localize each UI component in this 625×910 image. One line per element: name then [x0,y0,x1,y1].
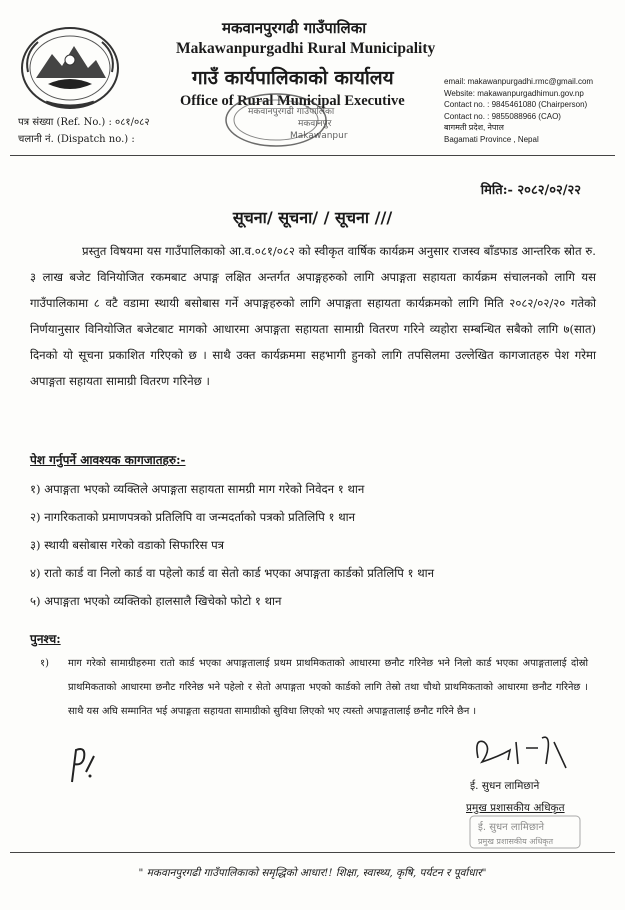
documents-heading: पेश गर्नुपर्ने आवश्यक कागजातहरु:- [30,453,186,467]
postscript-number: १) [40,658,49,669]
contact-province-english: Bagamati Province , Nepal [444,134,539,144]
contact-province-nepali: बागमती प्रदेश, नेपाल [444,123,504,132]
notice-body: प्रस्तुत विषयमा यस गाउँपालिकाको आ.व.०८१/०८२ को स्वीकृत वार्षिक कार्यक्रम अनुसार राजस्व बाँडफाड आन्तरिक स्रोत रु. ३ लाख बजेट विनियोजित रकमबाट अपाङ्ग लक्षित अन्तर्गत अपाङ्गहरुको लागि अपाङ्गता सहायता कार्यक्रम संचालनको लागि यस गाउँपालिकामा ८ वटै वडामा स्थायी बसोबास गर्ने अपाङ्गहरुको लागि अपाङ्गता सहायता कार्यक्रमको लागि मिति २०८२/०२/२० गतेको निर्णयानुसार विनियोजित बजेटबाट मागको आधारमा अपाङ्गता सहायता सामाग्री वितरण गरिने व्यहोरा सम्बन्धित सबैको लागि ७(सात) दिनको यो सूचना प्रकाशित गरिएको छ । साथै उक्त कार्यक्रममा सहभागी हुनको लागि तपसिलमा उल्लेखित कागजातहरु पेश गरेमा अपाङ्गता सहायता सामाग्री वितरण गरिनेछ । [30,244,596,388]
postscript-note [40,652,588,724]
notice-date: मिति:- २०८२/०२/२२ [480,183,581,198]
header-divider [10,155,615,156]
office-name-english: Office of Rural Municipal Executive [180,93,405,109]
list-item: २) नागरिकताको प्रमाणपत्रको प्रतिलिपि वा जन्मदर्ताको पत्रको प्रतिलिपि १ थान [30,510,356,524]
municipality-name-english: Makawanpurgadhi Rural Municipality [176,40,436,57]
contact-block [444,76,593,145]
notice-title: सूचना/ सूचना/ / सूचना /// [232,208,393,227]
signatory-title: प्रमुख प्रशासकीय अधिकृत [466,802,565,814]
office-stamp [218,92,358,164]
office-name-nepali: गाउँ कार्यपालिकाको कार्यालय [192,67,394,89]
dispatch-number: चलानी नं. (Dispatch no.) : [18,134,135,145]
stamp-line-2: मकवानपुर [298,119,332,129]
list-item: ५) अपाङ्गता भएको व्यक्तिको हालसालै खिचेको फोटो १ थान [30,594,282,608]
footer-slogan: " मकवानपुरगढी गाउँपालिकाको समृद्धिको आधार!! शिक्षा, स्वास्थ्य, कृषि, पर्यटन र पूर्वाधार" [138,867,487,879]
contact-phone-1: Contact no. : 9845461080 (Chairperson) [444,100,588,109]
postscript-text: माग गरेको सामाग्रीहरुमा रातो कार्ड भएका अपाङ्गतालाई प्रथम प्राथमिकताको आधारमा छनौट गरिनेछ भने निलो कार्ड भएका अपाङ्गतालाई दोस्रो प्राथमिकताको आधारमा छनौट गरिनेछ भने पहेलो र सेतो अपाङ्गता भएको कार्डको लागि तेस्रो तथा चौथो प्राथमिकताको आधारमा छनौट गरिनेछ । साथै यस अघि सम्मानित भई अपाङ्गता सहायता सामाग्रीको सुविधा लिएको भए त्यस्तो अपाङ्गतालाई छनौट गरिने छैन । [68,658,588,717]
contact-email: email: makawanpurgadhi.rmc@gmail.com [444,77,594,86]
stamp-signatory-name: ई. सुधन लामिछाने [478,822,544,833]
list-item: १) अपाङ्गता भएको व्यक्तिले अपाङ्गता सहायता सामग्री माग गरेको निवेदन १ थान [30,482,365,496]
list-item: ४) रातो कार्ड वा निलो कार्ड वा पहेलो कार्ड वा सेतो कार्ड भएका अपाङ्गता कार्डको प्रतिलिपि १ थान [30,566,435,580]
officer-signature [470,728,580,776]
initials-signature [64,742,106,788]
contact-website: Website: makawanpurgadhimun.gov.np [444,88,584,98]
municipality-name-nepali: मकवानपुरगढी गाउँपालिका [222,19,367,37]
contact-phone-2: Contact no. : 9855088966 (CAO) [444,111,561,121]
signatory-name: ई. सुधन लामिछाने [470,780,540,792]
list-item: ३) स्थायी बसोबास गरेको वडाको सिफारिस पत्र [30,538,225,552]
postscript-heading: पुनश्च: [30,632,61,646]
footer-divider [10,852,615,853]
documents-list [30,475,434,615]
stamp-signatory-title: प्रमुख प्रशासकीय अधिकृत [478,837,554,846]
nepal-emblem-logo [18,24,122,112]
stamp-line-3: Makawanpur [290,131,348,141]
reference-block [18,114,150,148]
signatory-stamp [468,812,584,852]
ref-number: पत्र संख्या (Ref. No.) : ०८१/०८२ [18,117,150,128]
stamp-line-1: मकवानपुरगढी गाउँपालिका [248,107,335,117]
